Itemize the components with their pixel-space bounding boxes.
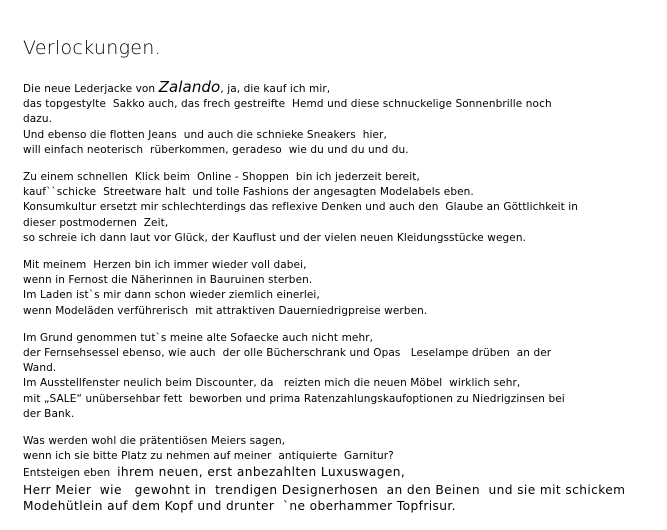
poem-line: Was werden wohl die prätentiösen Meiers sagen, xyxy=(23,435,286,448)
poem-line: wenn ich sie bitte Platz zu nehmen auf meiner antiquierte Garnitur? xyxy=(23,450,394,463)
poem-line: Zu einem schnellen Klick beim Online - Shoppen bin ich jederzeit bereit, xyxy=(23,171,420,184)
stanza-4 xyxy=(23,331,633,422)
poem-line: wenn in Fernost die Näherinnen in Bauruinen sterben. xyxy=(23,274,313,287)
poem-line: wenn Modeläden verführerisch mit attraktiven Dauerniedrigpreise werben. xyxy=(23,304,428,317)
poem-line: Modehütlein auf dem Kopf und drunter `ne oberhammer Topfrisur. xyxy=(23,498,456,513)
stanza-5 xyxy=(23,434,633,514)
stanza-1 xyxy=(23,80,633,158)
line-text: , ja, die kauf ich mir, xyxy=(220,83,331,95)
poem-line: Und ebenso die flotten Jeans und auch die schnieke Sneakers hier, xyxy=(23,128,387,141)
stanza-3 xyxy=(23,258,633,319)
poem-line: Wand. xyxy=(23,362,57,375)
poem-line: der Fernsehsessel ebenso, wie auch der olle Bücherschrank und Opas Leselampe drüben an der xyxy=(23,347,552,360)
poem-line: will einfach neoterisch rüberkommen, geradeso wie du und du und du. xyxy=(23,143,409,156)
poem-line: Im Laden ist`s mir dann schon wieder ziemlich einerlei, xyxy=(23,289,320,302)
poem-line: Im Grund genommen tut`s meine alte Sofaecke auch nicht mehr, xyxy=(23,331,374,344)
line-text-large: ihrem neuen, erst anbezahlten Luxuswagen, xyxy=(117,465,406,480)
brand-name: Zalando xyxy=(158,78,221,96)
poem-line xyxy=(23,80,633,97)
poem-line xyxy=(23,464,633,481)
poem-line: dieser postmodernen Zeit, xyxy=(23,216,169,229)
poem-line: das topgestylte Sakko auch, das frech gestreifte Hemd und diese schnuckelige Sonnenbrille noch xyxy=(23,98,552,111)
line-text: Die neue Lederjacke von xyxy=(23,83,159,95)
poem-document xyxy=(23,36,633,526)
poem-line: Konsumkultur ersetzt mir schlechterdings das reflexive Denken und auch den Glaube an Göttlichkeit in xyxy=(23,201,579,214)
poem-line: kauf``schicke Streetware halt und tolle Fashions der angesagten Modelabels eben. xyxy=(23,186,474,199)
poem-line: Im Ausstellfenster neulich beim Discounter, da reizten mich die neuen Möbel wirklich sehr, xyxy=(23,377,521,390)
poem-title: Verlockungen. xyxy=(23,37,161,59)
poem-line: der Bank. xyxy=(23,407,75,420)
poem-line: Mit meinem Herzen bin ich immer wieder voll dabei, xyxy=(23,259,307,272)
stanza-2 xyxy=(23,170,633,246)
poem-line: mit „SALE“ unübersehbar fett beworben und prima Ratenzahlungskaufoptionen zu Niedrigzinsen bei xyxy=(23,392,565,405)
poem-line: dazu. xyxy=(23,113,53,126)
poem-line: so schreie ich dann laut vor Glück, der Kauflust und der vielen neuen Kleidungsstücke wegen. xyxy=(23,231,527,244)
poem-line: Herr Meier wie gewohnt in trendigen Designerhosen an den Beinen und sie mit schickem xyxy=(23,482,626,497)
line-text: Entsteigen eben xyxy=(23,467,118,480)
